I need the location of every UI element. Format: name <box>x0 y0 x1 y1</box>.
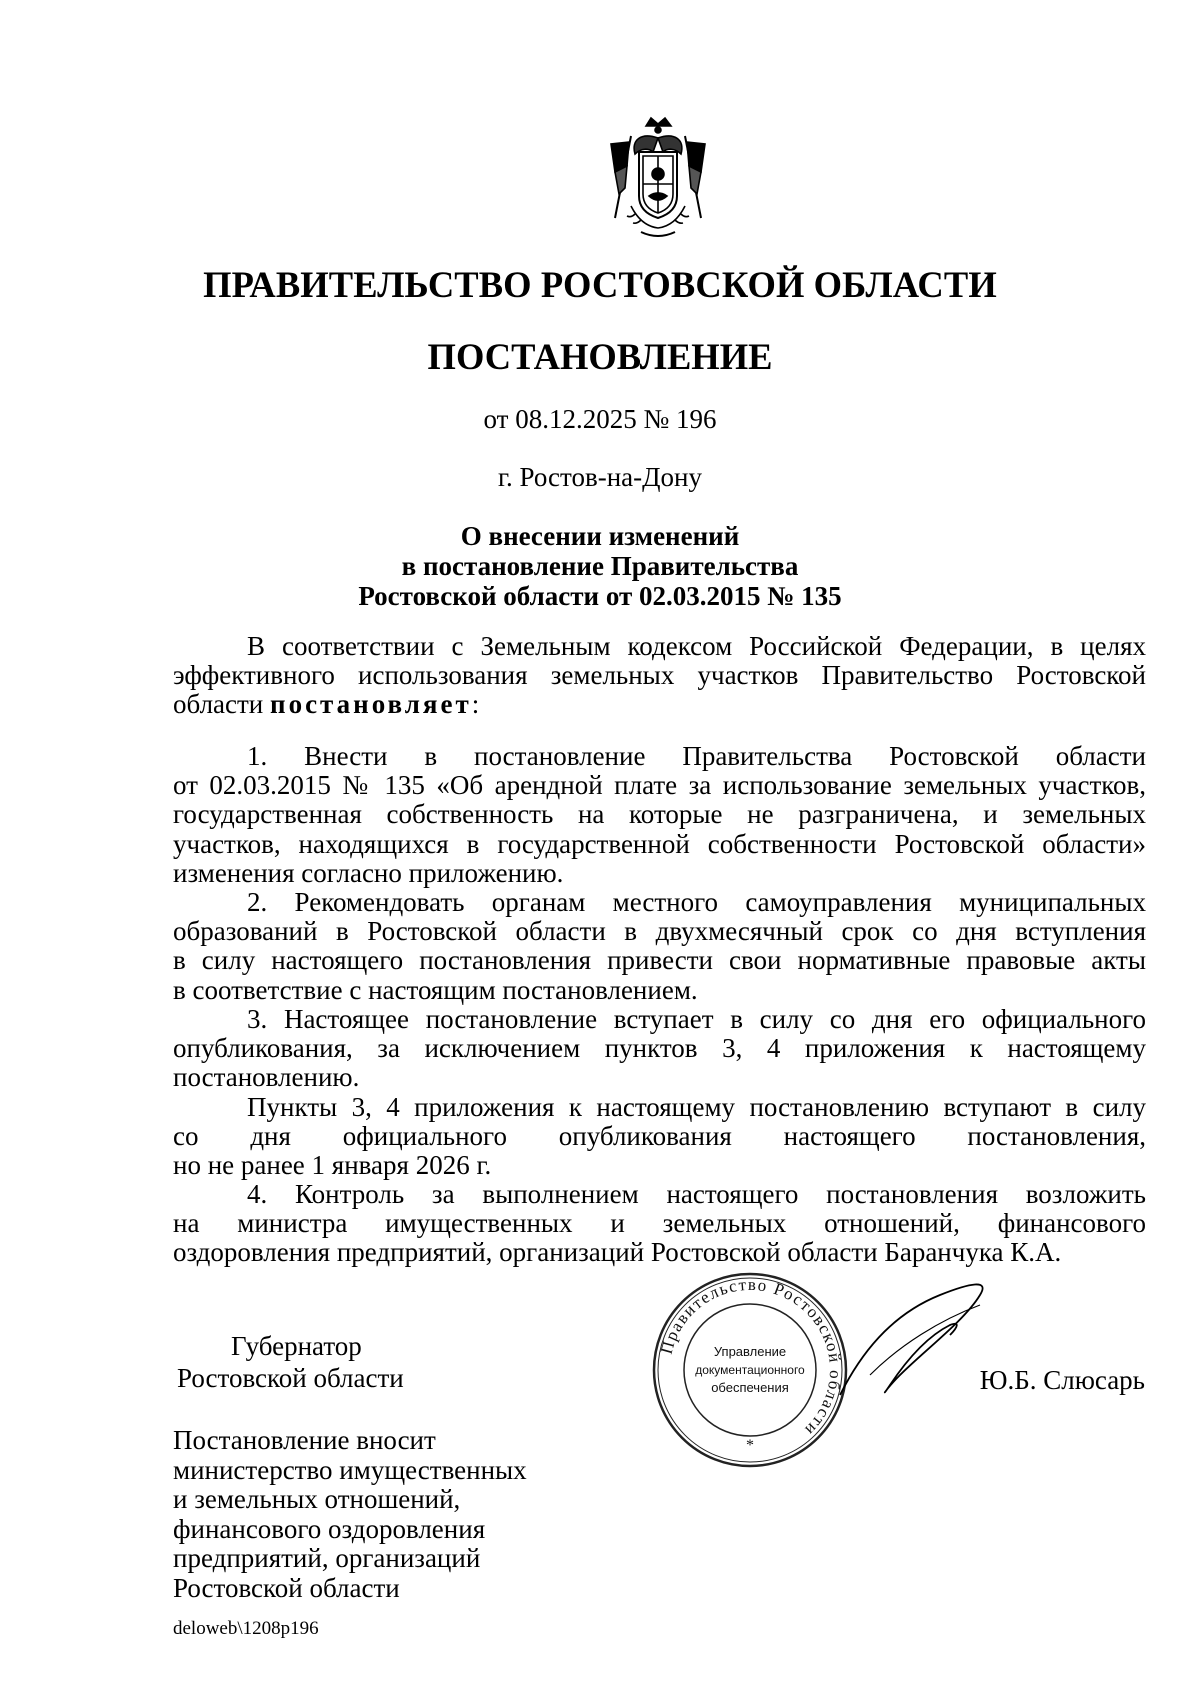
stamp-ring-text: Правительство Ростовской области <box>656 1274 846 1441</box>
subject-line: в постановление Правительства <box>401 551 799 581</box>
preamble-line <box>173 690 1146 719</box>
item-line: от 02.03.2015 № 135 «Об арендной плате за использование земельных участков, <box>173 770 1146 801</box>
official-stamp <box>650 1270 850 1470</box>
item-line: 1. Внести в постановление Правительства Ростовской области <box>247 741 1146 771</box>
signatory-title-line: Губернатор <box>231 1331 362 1361</box>
preamble <box>173 632 1146 720</box>
item-3-continuation <box>173 1093 1146 1181</box>
item-line: образований в Ростовской области в двухмесячный срок со дня вступления <box>173 916 1146 947</box>
introducer-line: министерство имущественных <box>173 1454 527 1485</box>
item-line: государственная собственность на которые не разграничена, и земельных <box>173 799 1146 830</box>
item-line: оздоровления предприятий, организаций Ростовской области Баранчука К.А. <box>173 1237 1062 1268</box>
introducer-line: Постановление вносит <box>173 1425 436 1455</box>
item-line: постановлению. <box>173 1062 360 1093</box>
coat-of-arms-emblem <box>601 114 716 242</box>
item-3 <box>173 1005 1146 1093</box>
introducer-line: Ростовской области <box>173 1572 400 1603</box>
item-line: изменения согласно приложению. <box>173 857 564 888</box>
subject-line: Ростовской области от 02.03.2015 № 135 <box>358 581 842 611</box>
item-2 <box>173 888 1146 1005</box>
government-title: ПРАВИТЕЛЬСТВО РОСТОВСКОЙ ОБЛАСТИ <box>203 264 997 305</box>
item-line: на министра имущественных и земельных отношений, финансового <box>173 1208 1146 1239</box>
stamp-inner-line: обеспечения <box>711 1380 789 1395</box>
introducer-line: и земельных отношений, <box>173 1484 461 1514</box>
handwritten-signature <box>830 1275 1000 1405</box>
preamble-text: области <box>173 689 271 720</box>
item-line: участков, находящихся в государственной собственности Ростовской области» <box>173 828 1146 859</box>
introducing-body <box>173 1426 527 1603</box>
item-line: но не ранее 1 января 2026 г. <box>173 1150 492 1181</box>
item-4 <box>173 1180 1146 1268</box>
item-line: опубликования, за исключением пунктов 3, 4 приложения к настоящему <box>173 1033 1146 1064</box>
document-file-code: deloweb\1208p196 <box>173 1618 319 1639</box>
introducer-line: финансового оздоровления <box>173 1513 486 1544</box>
introducer-line: предприятий, организаций <box>173 1543 481 1573</box>
item-line: Пункты 3, 4 приложения к настоящему постановлению вступают в силу <box>247 1092 1146 1122</box>
item-line: 4. Контроль за выполнением настоящего постановления возложить <box>247 1179 1146 1209</box>
item-line: 2. Рекомендовать органам местного самоуправления муниципальных <box>247 887 1146 917</box>
item-line: в силу настоящего постановления привести свои нормативные правовые акты <box>173 945 1146 976</box>
enacting-keyword: постановляет <box>270 689 472 720</box>
item-1 <box>173 742 1146 888</box>
signatory-title <box>177 1330 404 1394</box>
document-subject <box>0 521 1200 611</box>
preamble-line: эффективного использования земельных участков Правительство Ростовской <box>173 660 1146 691</box>
signatory-name: Ю.Б. Слюсарь <box>979 1365 1145 1395</box>
preamble-colon: : <box>471 689 480 720</box>
stamp-star-mark: * <box>746 1437 754 1454</box>
item-line: в соответствие с настоящим постановлением. <box>173 974 698 1005</box>
item-line: со дня официального опубликования настоящего постановления, <box>173 1121 1146 1152</box>
subject-line: О внесении изменений <box>460 521 740 551</box>
document-type-title: ПОСТАНОВЛЕНИЕ <box>427 336 773 377</box>
signatory-title-line: Ростовской области <box>177 1363 404 1393</box>
document-dateline: от 08.12.2025 № 196 <box>483 404 717 434</box>
document-city: г. Ростов-на-Дону <box>497 462 702 492</box>
stamp-inner-line: Управление <box>713 1344 787 1359</box>
stamp-inner-line: документационного <box>695 1363 805 1377</box>
item-line: 3. Настоящее постановление вступает в силу со дня его официального <box>247 1004 1146 1034</box>
preamble-line: В соответствии с Земельным кодексом Российской Федерации, в целях <box>247 631 1146 661</box>
